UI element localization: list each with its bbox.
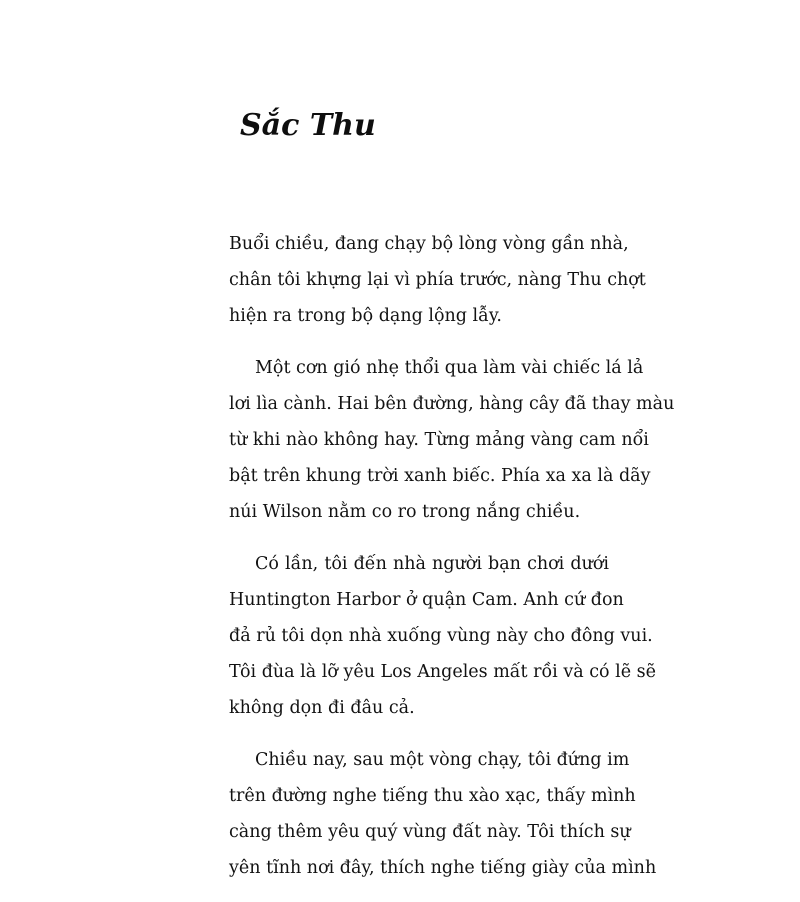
text-line: bật trên khung trời xanh biếc. Phía xa xa là dãy (229, 466, 651, 486)
text-line: Có lần, tôi đến nhà người bạn chơi dưới (255, 554, 609, 574)
text-line: núi Wilson nằm co ro trong nắng chiều. (229, 502, 581, 522)
paragraph-2 (229, 350, 675, 530)
text-line: chân tôi khựng lại vì phía trước, nàng Thu chợt (229, 270, 646, 290)
text-line: Buổi chiều, đang chạy bộ lòng vòng gần nhà, (229, 234, 629, 254)
paragraph-3 (229, 546, 656, 726)
text-line: Chiều nay, sau một vòng chạy, tôi đứng im (255, 750, 630, 770)
text-line: yên tĩnh nơi đây, thích nghe tiếng giày của mình (229, 858, 657, 878)
text-line: Huntington Harbor ở quận Cam. Anh cứ đon (229, 590, 624, 610)
text-line: Tôi đùa là lỡ yêu Los Angeles mất rồi và có lẽ sẽ (229, 662, 656, 682)
body-text (229, 226, 675, 902)
text-line: lơi lìa cành. Hai bên đường, hàng cây đã thay màu (229, 394, 675, 414)
text-line: càng thêm yêu quý vùng đất này. Tôi thích sự (229, 822, 631, 842)
text-line: hiện ra trong bộ dạng lộng lẫy. (229, 306, 502, 326)
text-line: trên đường nghe tiếng thu xào xạc, thấy mình (229, 786, 636, 806)
text-line: từ khi nào không hay. Từng mảng vàng cam nổi (229, 430, 649, 450)
paragraph-4 (229, 742, 657, 886)
chapter-title: Sắc Thu (240, 108, 376, 143)
text-line: đả rủ tôi dọn nhà xuống vùng này cho đông vui. (229, 626, 653, 646)
text-line: Một cơn gió nhẹ thổi qua làm vài chiếc lá lả (255, 358, 644, 378)
text-line: không dọn đi đâu cả. (229, 698, 415, 718)
paragraph-1 (229, 226, 646, 334)
